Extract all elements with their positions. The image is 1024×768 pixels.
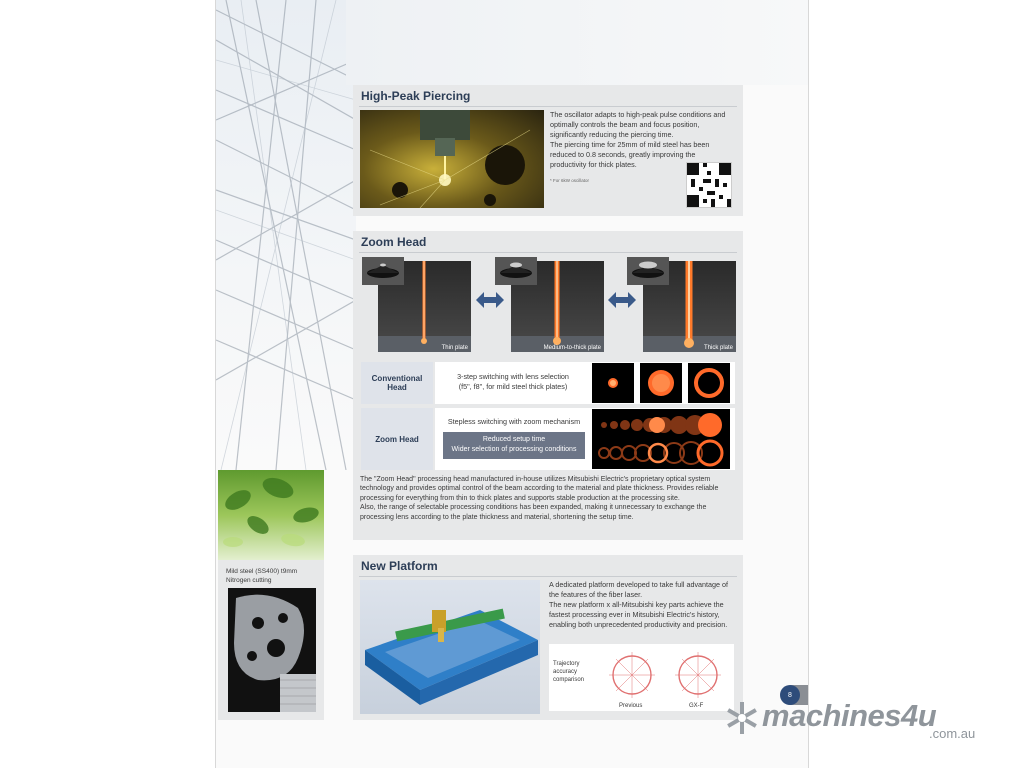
double-arrow-icon [476,291,504,309]
conventional-head-label: Conventional Head [361,362,433,404]
qr-code-icon[interactable] [686,162,732,208]
zoom-title: Zoom Head [361,235,427,249]
zoom-head-label: Zoom Head [361,408,433,470]
sidebar-caption-1: Mild steel (SS400) t9mm [226,568,298,575]
caption-thick: Thick plate [703,345,733,351]
platform-render [360,580,540,714]
zoom-head-row [435,408,735,470]
spot-ring [688,363,730,403]
double-arrow-icon [608,291,636,309]
steel-sample-photo [228,588,316,712]
zoom-text: Stepless switching with zoom mechanism [447,417,581,426]
platform-paragraph-1: A dedicated platform developed to take full advantage of the features of the fiber laser. [549,580,729,599]
piercing-panel [353,85,743,216]
piercing-photo [360,110,544,208]
piercing-title: High-Peak Piercing [361,89,471,103]
circle-previous [607,650,657,700]
sidebar-caption-2: Nitrogen cutting [226,576,272,584]
zoom-description [360,475,738,522]
conventional-head-row [435,362,735,404]
leaf-photo [218,470,324,560]
zoom-description-1: The "Zoom Head" processing head manufactured in-house utilizes Mitsubishi Electric's proprietary optical system technology and provides optimal control of the beam according to the material and plate thickness. Provides reliable processing for everything from thin to thick plates and supports stable production at the processing site. [360,476,719,502]
sidebar-caption [226,568,324,585]
badge-line-1: Reduced setup time [482,436,546,443]
beam-cone-icon [362,257,404,285]
piercing-paragraph-2: The piercing time for 25mm of mild steel has been reduced to 0.8 seconds, greatly improving the productivity for thick plates. [550,140,710,169]
conventional-text-1: 3-step switching with lens selection [457,372,569,381]
brochure-page [215,0,809,768]
badge-line-2: Wider selection of processing conditions [451,446,577,453]
caption-thin: Thin plate [441,345,468,351]
zoom-description-2: Also, the range of selectable processing conditions has been expanded, making it unnecessary to exchange the processing lens according to the plate thickness and material, shortening the setup time. [360,504,707,521]
zoom-benefit-badge [443,432,585,459]
title-rule [359,106,737,107]
spot-small [592,363,634,403]
page-number: 8 [780,685,800,705]
beam-cone-icon [627,257,669,285]
zoom-spot-strip [592,409,730,469]
zoom-panel [353,231,743,540]
piercing-paragraph-1: The oscillator adapts to high-peak pulse conditions and optimally controls the beam and focus position, significantly reducing the piercing time. [550,110,726,139]
title-rule [359,576,737,577]
piercing-footnote: * For 6kW oscillator [550,178,590,183]
trajectory-chart [549,644,734,711]
logo-domain: .com.au [929,726,976,741]
conventional-text-2: (f5", f8", for mild steel thick plates) [458,382,568,391]
caption-medium: Medium-to-thick plate [543,345,601,351]
logo-brand [762,698,936,734]
logo-brand-text: machines4u [762,698,937,733]
platform-text [549,580,734,630]
beam-cone-icon [495,257,537,285]
background-haze [346,0,808,85]
background-art [216,0,356,470]
platform-paragraph-2: The new platform x all-Mitsubishi key parts achieve the fastest processing ever in Mitsubishi Electric's history, enabling both unprecedented productivity and precision. [549,600,728,629]
title-rule [359,252,737,253]
spot-medium [640,363,682,403]
platform-title: New Platform [361,559,438,573]
machines4u-logo [724,698,994,742]
trajectory-label: Trajectory accuracy comparison [553,661,585,683]
gxf-label: GX-F [689,703,704,709]
circle-gxf [673,650,723,700]
platform-panel [353,555,743,720]
previous-label: Previous [619,703,643,709]
